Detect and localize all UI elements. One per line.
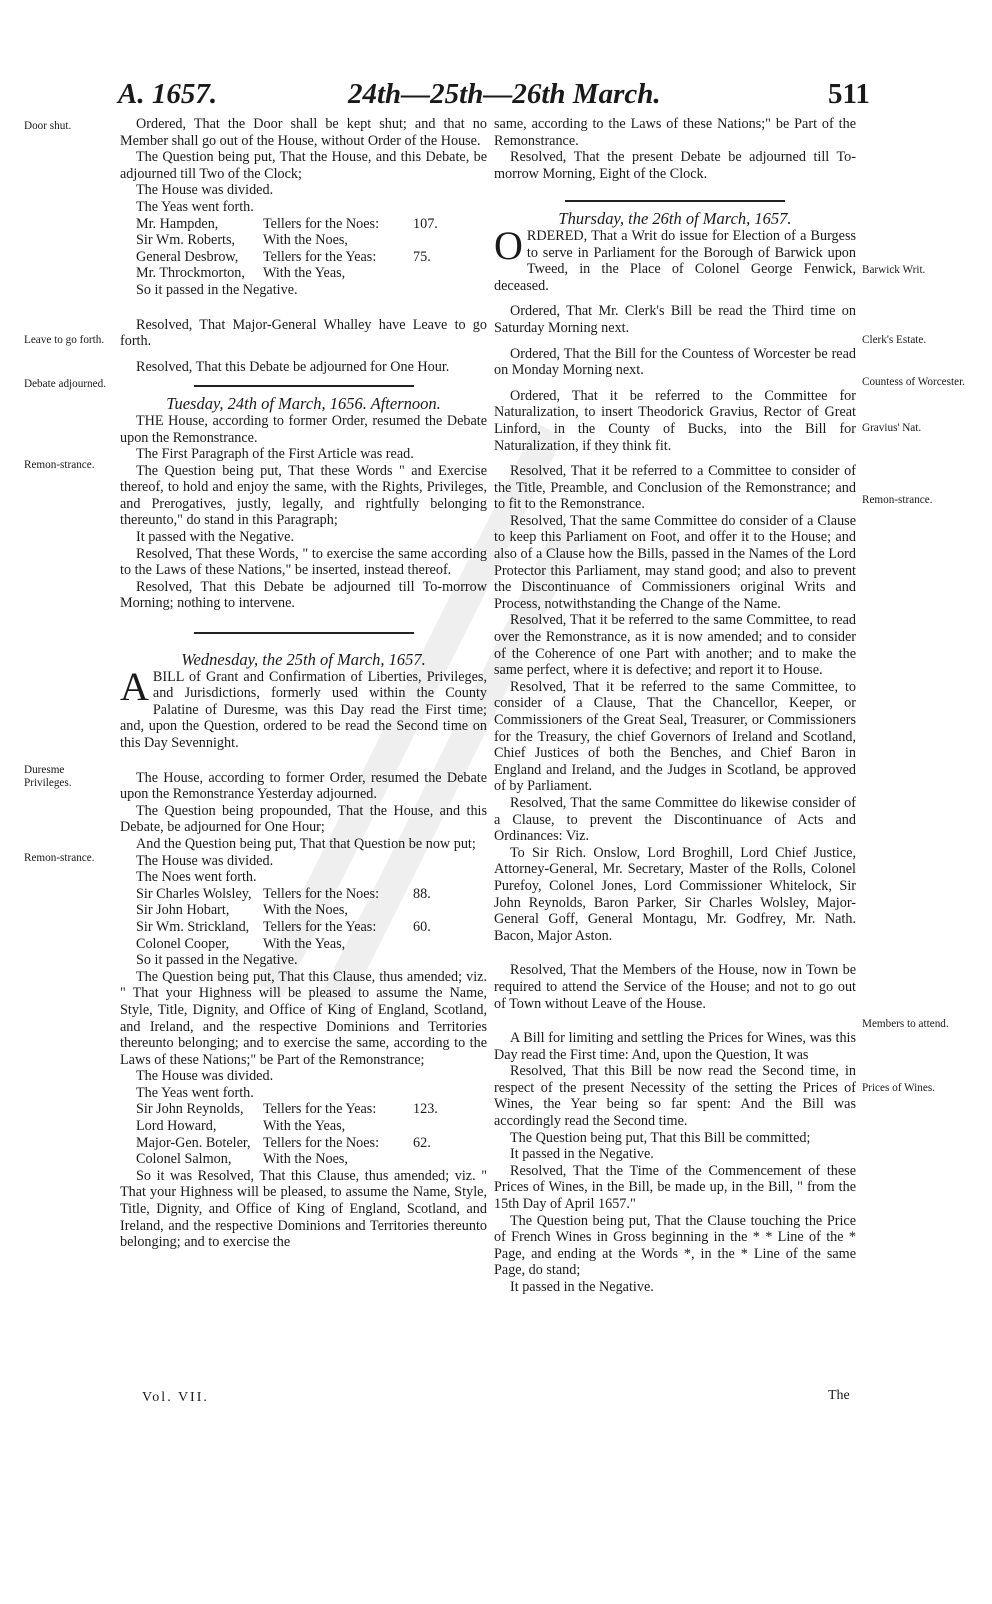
paragraph: The Noes went forth. (136, 869, 257, 886)
paragraph: Resolved, That the Members of the House, now in Town be required to attend the Service of the House; and not to go out of Town without Leave of the House. (494, 962, 856, 1012)
paragraph: THE House, according to former Order, resumed the Debate upon the Remonstrance. (120, 412, 487, 446)
teller-count: 75. (413, 248, 431, 265)
tellers-row (136, 216, 487, 233)
margin-note-remonstrance-1: Remon-strance. (24, 459, 95, 471)
teller-name: Major-Gen. Boteler, (136, 1134, 251, 1151)
teller-name: Mr. Throckmorton, (136, 265, 245, 282)
paragraph: The Question being put, That the Clause touching the Price of French Wines in Gross beginning in the * * Line of the * Page, and ending at the Words *, in the * Line of the same Page, do stand; (494, 1212, 856, 1279)
catchword: The (828, 1388, 850, 1403)
margin-note-debate-adjourned: Debate adjourned. (24, 378, 107, 390)
margin-note-members: Members to attend. (862, 1018, 949, 1030)
teller-count: 62. (413, 1134, 431, 1151)
teller-count: 107. (413, 215, 438, 232)
page-number: 511 (828, 78, 870, 110)
teller-count: 60. (413, 918, 431, 935)
paragraph: So it passed in the Negative. (136, 281, 298, 298)
paragraph-dropcap (120, 663, 487, 752)
teller-role: With the Noes, (263, 902, 348, 919)
paragraph: A Bill for limiting and settling the Prices for Wines, was this Day read the First time: And, upon the Question, It was (494, 1030, 856, 1063)
paragraph: Resolved, That the present Debate be adjourned till To-morrow Morning, Eight of the Clock. (494, 149, 856, 182)
margin-note-duresme: Duresme Privileges. (24, 764, 72, 789)
teller-count: 88. (413, 885, 431, 902)
paragraph: The House was divided. (136, 182, 274, 199)
paragraph: Resolved, That it be referred to a Committee to consider of the Title, Preamble, and Conclusion of the Remonstrance; and to fit to the Remonstrance. (494, 463, 856, 513)
drop-cap: O (494, 222, 523, 268)
drop-cap: A (120, 663, 149, 709)
teller-role: Tellers for the Noes: (263, 215, 380, 232)
paragraph-text: BILL of Grant and Confirmation of Liberties, Privileges, and Jurisdictions, formerly used within the County Palatine of Duresme, was this Day read the First time; and, upon the Question, ordered to be read the Second time on this Day Sevennight. (120, 668, 487, 751)
paragraph: It passed in the Negative. (510, 1146, 654, 1163)
teller-role: With the Yeas, (263, 265, 346, 282)
tellers-row (136, 1118, 487, 1135)
teller-count: 123. (413, 1101, 438, 1118)
teller-role: Tellers for the Yeas: (263, 248, 377, 265)
paragraph: The Yeas went forth. (136, 1084, 254, 1101)
paragraph: It passed in the Negative. (510, 1279, 654, 1295)
teller-role: Tellers for the Noes: (263, 1134, 380, 1151)
paragraph: Resolved, That the same Committee do likewise consider of a Clause, to prevent the Discontinuance of Acts and Ordinances: Viz. (494, 794, 856, 845)
paragraph: Resolved, That it be referred to the same Committee, to read over the Remonstrance, as it is now amended; and to consider of the Coherence of one Part with another; and to make the same perfect, where it is defective; and report it to House. (494, 612, 856, 679)
teller-name: Colonel Cooper, (136, 935, 230, 952)
teller-role: With the Yeas, (263, 935, 346, 952)
margin-note-clerks: Clerk's Estate. (862, 334, 927, 346)
teller-count (413, 265, 453, 282)
teller-role: With the Yeas, (263, 1118, 346, 1135)
margin-note-barwick: Barwick Writ. (862, 264, 926, 276)
paragraph: The House was divided. (136, 1068, 274, 1085)
teller-name: Sir Wm. Strickland, (136, 918, 250, 935)
teller-name: Lord Howard, (136, 1118, 217, 1135)
margin-note-prices: Prices of Wines. (862, 1082, 935, 1094)
tellers-row (136, 1151, 487, 1168)
paragraph: So it was Resolved, That this Clause, thus amended; viz. " That your Highness will be pleased, to assume the Name, Style, Title, Dignity, and Office of King of England, Scotland, and Ireland, and the respective Dominions and Territories thereunto belonging; and to exercise the (120, 1167, 487, 1251)
margin-note-gravius: Gravius' Nat. (862, 422, 922, 434)
teller-role: Tellers for the Noes: (263, 885, 380, 902)
margin-note-leave-forth: Leave to go forth. (24, 334, 105, 346)
right-column (494, 116, 856, 1296)
paragraph: Ordered, That Mr. Clerk's Bill be read the Third time on Saturday Morning next. (494, 303, 856, 336)
header-dates: 24th—25th—26th March. (348, 78, 661, 110)
header-year: A. 1657. (118, 78, 218, 110)
paragraph: Ordered, That the Bill for the Countess of Worcester be read on Monday Morning next. (494, 345, 856, 379)
margin-note-remonstrance-2: Remon-strance. (24, 852, 95, 864)
margin-note-door-shut: Door shut. (24, 120, 72, 132)
teller-role: Tellers for the Yeas: (263, 1101, 377, 1118)
paragraph: The Question being propounded, That the House, and this Debate, be adjourned for One Hour; (120, 802, 487, 836)
paragraph: And the Question being put, That that Question be now put; (136, 835, 476, 852)
tellers-row (136, 936, 487, 953)
tellers-row (136, 265, 487, 282)
paragraph-dropcap (494, 222, 856, 294)
paragraph: The House, according to former Order, resumed the Debate upon the Remonstrance Yesterday adjourned. (120, 769, 487, 803)
teller-name: Sir Wm. Roberts, (136, 232, 236, 249)
volume-signature: Vol. VII. (142, 1390, 209, 1405)
paragraph: It passed with the Negative. (136, 529, 294, 546)
tellers-table (136, 1101, 487, 1167)
margin-note-countess: Countess of Worcester. (862, 376, 965, 388)
left-column (120, 116, 487, 1251)
tellers-table (136, 216, 487, 282)
section-heading: Wednesday, the 25th of March, 1657. (181, 650, 426, 670)
paragraph: The Question being put, That this Bill be committed; (510, 1129, 811, 1146)
teller-role: With the Noes, (263, 232, 348, 249)
paragraph: same, according to the Laws of these Nations;" be Part of the Remonstrance. (494, 116, 856, 149)
paragraph: Ordered, That the Door shall be kept shut; and that no Member shall go out of the House, without Order of the House. (120, 116, 487, 149)
teller-name: Colonel Salmon, (136, 1151, 232, 1168)
teller-name: Mr. Hampden, (136, 215, 219, 232)
tellers-row (136, 1135, 487, 1152)
tellers-row (136, 902, 487, 919)
paragraph: Resolved, That it be referred to the same Committee, to consider of a Clause, That the Chancellor, Keeper, or Commissioners of the Great Seal, Treasurer, or Commissioners for the Treasury, the chief Governors of Ireland and Scotland, Chief Justices of both the Benches, and Chief Baron in England and Ireland, and the Judges in Scotland, be approved of by Parliament. (494, 678, 856, 795)
teller-name: Sir John Hobart, (136, 902, 230, 919)
tellers-row (136, 249, 487, 266)
paragraph: Resolved, That this Debate be adjourned for One Hour. (136, 358, 450, 375)
tellers-row (136, 1101, 487, 1118)
paragraph: The House was divided. (136, 852, 274, 869)
teller-count (413, 232, 453, 249)
tellers-row (136, 919, 487, 936)
paragraph: Resolved, That the Time of the Commencement of these Prices of Wines, in the Bill, be made up, in the Bill, " from the 15th Day of April 1657." (494, 1162, 856, 1213)
paragraph: The Question being put, That these Words " and Exercise thereof, to hold and enjoy the same, with the Rights, Privileges, and Prerogatives, justly, legally, and rightfully belonging thereunto," do stand in this Paragraph; (120, 462, 487, 529)
paragraph: So it passed in the Negative. (136, 952, 298, 969)
teller-count (413, 1118, 453, 1135)
paragraph: The Question being put, That this Clause, thus amended; viz. " That your Highness will be pleased to assume the Name, Style, Title, Dignity, and Office of King of England, Scotland, and Ireland, and the respective Dominions and Territories thereunto belonging; and to exercise the same, according to the Laws of these Nations;" be Part of the Remonstrance; (120, 968, 487, 1068)
teller-count (413, 936, 453, 953)
section-heading: Tuesday, 24th of March, 1656. Afternoon. (166, 394, 441, 414)
teller-role: Tellers for the Yeas: (263, 918, 377, 935)
margin-note-remonstrance-3: Remon-strance. (862, 494, 933, 506)
section-heading: Thursday, the 26th of March, 1657. (558, 209, 792, 229)
teller-name: Sir Charles Wolsley, (136, 885, 252, 902)
paragraph: Resolved, That this Bill be now read the Second time, in respect of the present Necessity of the setting the Prices of Wines, the Year being so far spent: And the Bill was accordingly read the Second time. (494, 1063, 856, 1130)
page-header (0, 78, 992, 118)
paragraph: Resolved, That the same Committee do consider of a Clause to keep this Parliament on Foot, and offer it to the House; and also of a Clause how the Bills, passed in the Names of the Lord Protector this Parliament, may stand good; and also to prevent the Discontinuance of Commissioners original Writs and Process, notwithstanding the Change of the Name. (494, 512, 856, 612)
paragraph: Ordered, That it be referred to the Committee for Naturalization, to insert Theodorick Gravius, Rector of Great Linford, in the County of Bucks, into the Bill for Naturalization, if they think fit. (494, 387, 856, 454)
tellers-row (136, 232, 487, 249)
teller-name: General Desbrow, (136, 248, 239, 265)
tellers-row (136, 886, 487, 903)
paragraph: The Yeas went forth. (136, 198, 254, 215)
paragraph: To Sir Rich. Onslow, Lord Broghill, Lord Chief Justice, Attorney-General, Mr. Secretary, Master of the Rolls, Colonel Purefoy, Colonel Jones, Lord Commissioner Whitelock, Sir John Reynolds, Baron Parker, Sir Charles Wolsley, Major-General Goff, General Montagu, Mr. Godfrey, Mr. Nath. Bacon, Major Aston. (494, 844, 856, 944)
paragraph: The First Paragraph of the First Article was read. (136, 446, 414, 463)
teller-name: Sir John Reynolds, (136, 1101, 244, 1118)
teller-role: With the Noes, (263, 1151, 348, 1168)
paragraph: The Question being put, That the House, and this Debate, be adjourned till Two of the Clock; (120, 149, 487, 182)
teller-count (413, 902, 453, 919)
paragraph: Resolved, That these Words, " to exercise the same according to the Laws of these Nations," be inserted, instead thereof. (120, 545, 487, 579)
paragraph-text: RDERED, That a Writ do issue for Election of a Burgess to serve in Parliament for the Borough of Barwick upon Tweed, in the Place of Colonel George Fenwick, deceased. (494, 227, 856, 294)
teller-count (413, 1151, 453, 1168)
paragraph: Resolved, That this Debate be adjourned till To-morrow Morning; nothing to intervene. (120, 578, 487, 612)
paragraph: Resolved, That Major-General Whalley have Leave to go forth. (120, 316, 487, 350)
tellers-table (136, 886, 487, 952)
